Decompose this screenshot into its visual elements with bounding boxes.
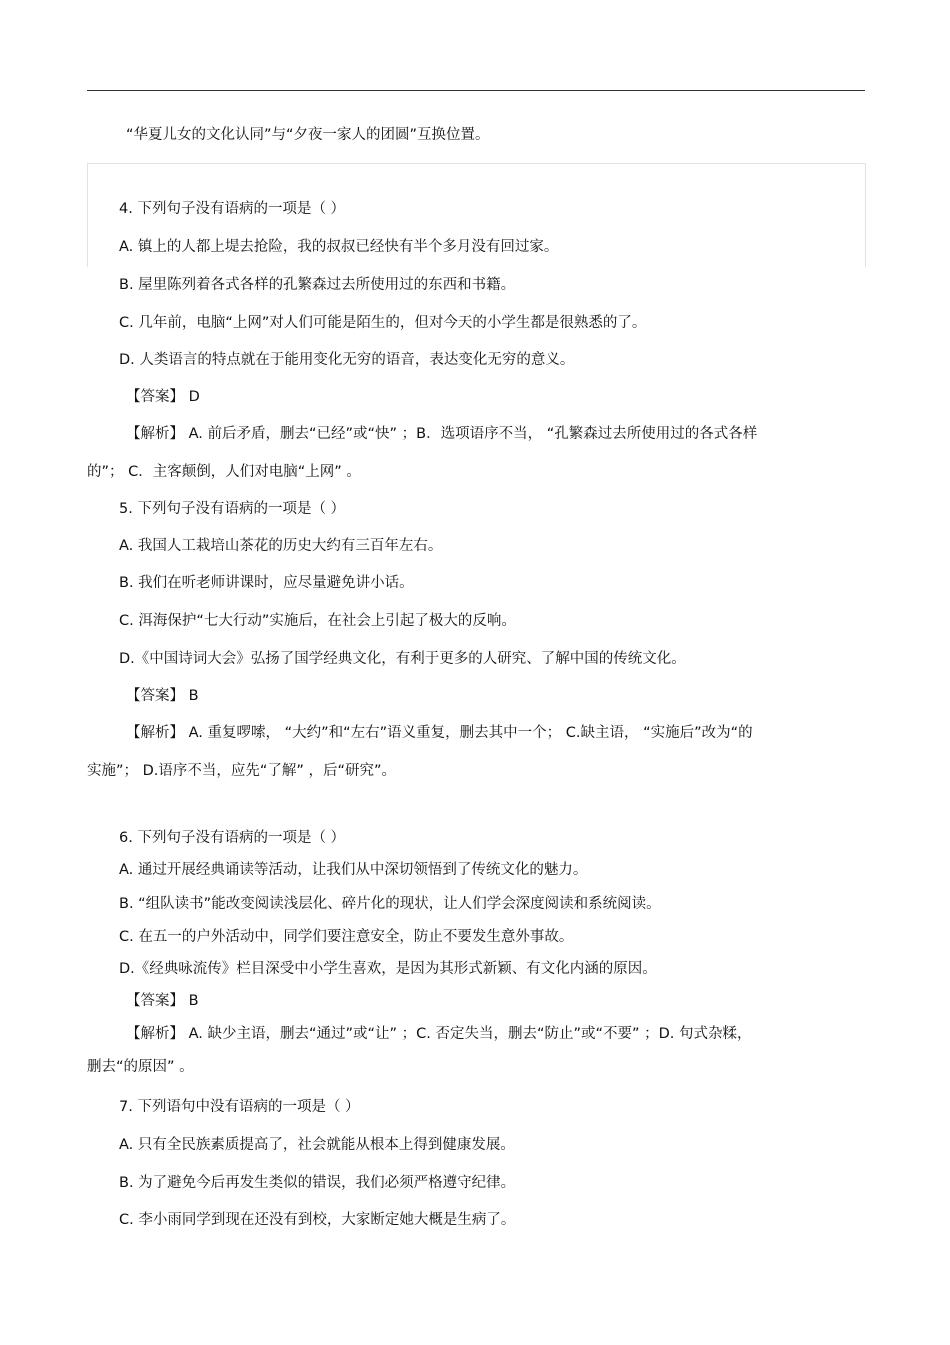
- header-rule: [87, 90, 865, 91]
- q6-option-d: D.《经典咏流传》栏目深受中小学生喜欢，是因为其形式新颖、有文化内涵的原因。: [119, 961, 657, 977]
- q6-stem: 6. 下列句子没有语病的一项是（ ）: [119, 830, 346, 846]
- q6-analysis-line1: 【解析】 A. 缺少主语，删去“通过”或“让” ；C. 否定失当，删去“防止”或“不要” ；D. 句式杂糅，: [126, 1026, 752, 1042]
- q4-answer: 【答案】 D: [126, 389, 200, 405]
- intro-text: “华夏儿女的文化认同”与“夕夜一家人的团圆”互换位置。: [126, 127, 490, 143]
- q5-option-d: D.《中国诗词大会》弘扬了国学经典文化，有利于更多的人研究、了解中国的传统文化。: [119, 651, 686, 667]
- q6-option-b: B. “组队读书”能改变阅读浅层化、碎片化的现状，让人们学会深度阅读和系统阅读。: [119, 896, 661, 912]
- q4-option-a: A. 镇上的人都上堤去抢险，我的叔叔已经快有半个多月没有回过家。: [119, 239, 559, 255]
- q5-stem: 5. 下列句子没有语病的一项是（ ）: [119, 501, 346, 517]
- q6-analysis-line2: 删去“的原因” 。: [87, 1059, 194, 1075]
- q6-answer: 【答案】 B: [126, 993, 199, 1009]
- q5-analysis-line2: 实施”； D.语序不当，应先“了解” ，后“研究”。: [87, 763, 397, 779]
- q4-analysis-line1: 【解析】 A. 前后矛盾，删去“已经”或“快” ；B．选项语序不当， “孔繁森过去所使用过的各式各样: [126, 426, 758, 442]
- q7-stem: 7. 下列语句中没有语病的一项是（ ）: [119, 1099, 360, 1115]
- q4-stem: 4. 下列句子没有语病的一项是（ ）: [119, 201, 346, 217]
- q5-option-c: C. 洱海保护“七大行动”实施后，在社会上引起了极大的反响。: [119, 613, 516, 629]
- q6-option-c: C. 在五一的户外活动中，同学们要注意安全，防止不要发生意外事故。: [119, 929, 574, 945]
- q5-option-b: B. 我们在听老师讲课时，应尽量避免讲小话。: [119, 575, 414, 591]
- q4-option-d: D. 人类语言的特点就在于能用变化无穷的语音，表达变化无穷的意义。: [119, 352, 575, 368]
- q7-option-a: A. 只有全民族素质提高了，社会就能从根本上得到健康发展。: [119, 1137, 515, 1153]
- q5-analysis-line1: 【解析】 A. 重复啰嗦， “大约”和“左右”语义重复，删去其中一个； C.缺主语， “实施后”改为“的: [126, 725, 753, 741]
- q6-option-a: A. 通过开展经典诵读等活动，让我们从中深切领悟到了传统文化的魅力。: [119, 862, 588, 878]
- q4-option-b: B. 屋里陈列着各式各样的孔繁森过去所使用过的东西和书籍。: [119, 277, 516, 293]
- q5-option-a: A. 我国人工栽培山茶花的历史大约有三百年左右。: [119, 538, 443, 554]
- q7-option-b: B. 为了避免今后再发生类似的错误，我们必须严格遵守纪律。: [119, 1175, 516, 1191]
- q7-option-c: C. 李小雨同学到现在还没有到校，大家断定她大概是生病了。: [119, 1212, 516, 1228]
- q4-analysis-line2: 的”； C．主客颠倒，人们对电脑“上网” 。: [87, 464, 361, 480]
- q5-answer: 【答案】 B: [126, 688, 199, 704]
- q4-option-c: C. 几年前，电脑“上网”对人们可能是陌生的，但对今天的小学生都是很熟悉的了。: [119, 315, 647, 331]
